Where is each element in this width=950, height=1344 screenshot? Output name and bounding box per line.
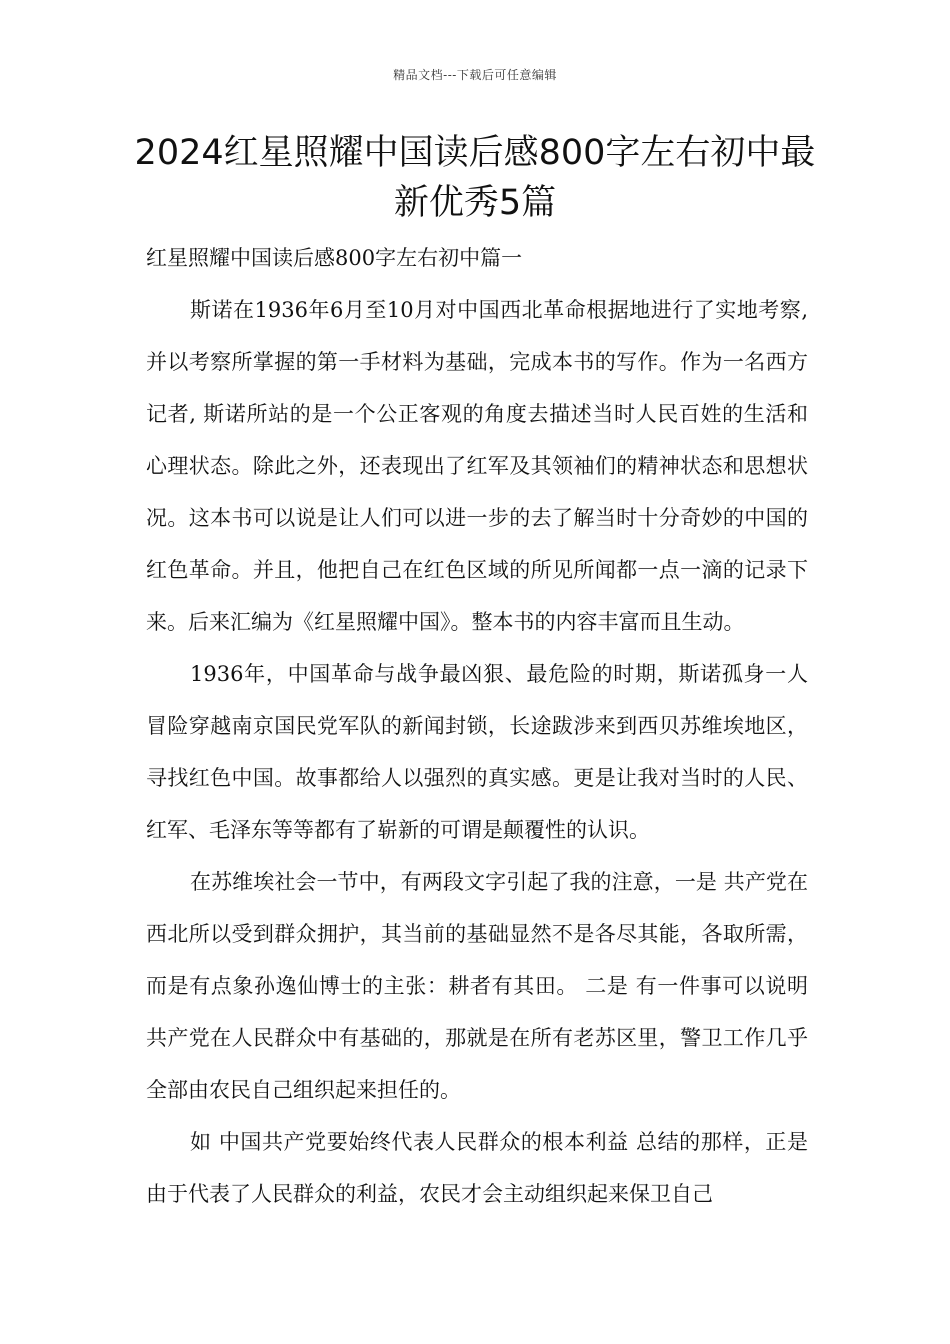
paragraph-2: 1936年，中国革命与战争最凶狠、最危险的时期，斯诺孤身一人冒险穿越南京国民党军队的新闻封锁，长途跋涉来到西贝苏维埃地区，寻找红色中国。故事都给人以强烈的真实感。更是让我对当时的人民、红军、毛泽东等等都有了崭新的可谓是颠覆性的认识。 bbox=[146, 662, 808, 842]
section-heading: 红星照耀中国读后感800字左右初中篇一 bbox=[146, 246, 523, 270]
paragraph-4: 如 中国共产党要始终代表人民群众的根本利益 总结的那样，正是由于代表了人民群众的利益，农民才会主动组织起来保卫自己 bbox=[146, 1130, 808, 1206]
document-body bbox=[146, 232, 808, 1220]
document-title: 2024红星照耀中国读后感800字左右初中最新优秀5篇 bbox=[134, 133, 816, 223]
paragraph-1: 斯诺在1936年6月至10月对中国西北革命根据地进行了实地考察,并以考察所掌握的第一手材料为基础，完成本书的写作。作为一名西方记者, 斯诺所站的是一个公正客观的角度去描述当时人民百姓的生活和心理状态。除此之外，还表现出了红军及其领袖们的精神状态和思想状况。这本书可以说是让人们可以进一步的去了解当时十分奇妙的中国的红色革命。并且，他把自己在红色区域的所见所闻都一点一滴的记录下来。后来汇编为《红星照耀中国》。整本书的内容丰富而且生动。 bbox=[146, 298, 808, 634]
header-note: 精品文档---下载后可任意编辑 bbox=[393, 68, 557, 82]
paragraph-3: 在苏维埃社会一节中，有两段文字引起了我的注意，一是 共产党在西北所以受到群众拥护，其当前的基础显然不是各尽其能，各取所需，而是有点象孙逸仙博士的主张：耕者有其田。 二是 有一件事可以说明共产党在人民群众中有基础的，那就是在所有老苏区里，警卫工作几乎全部由农民自己组织起来担任的。 bbox=[146, 870, 808, 1102]
